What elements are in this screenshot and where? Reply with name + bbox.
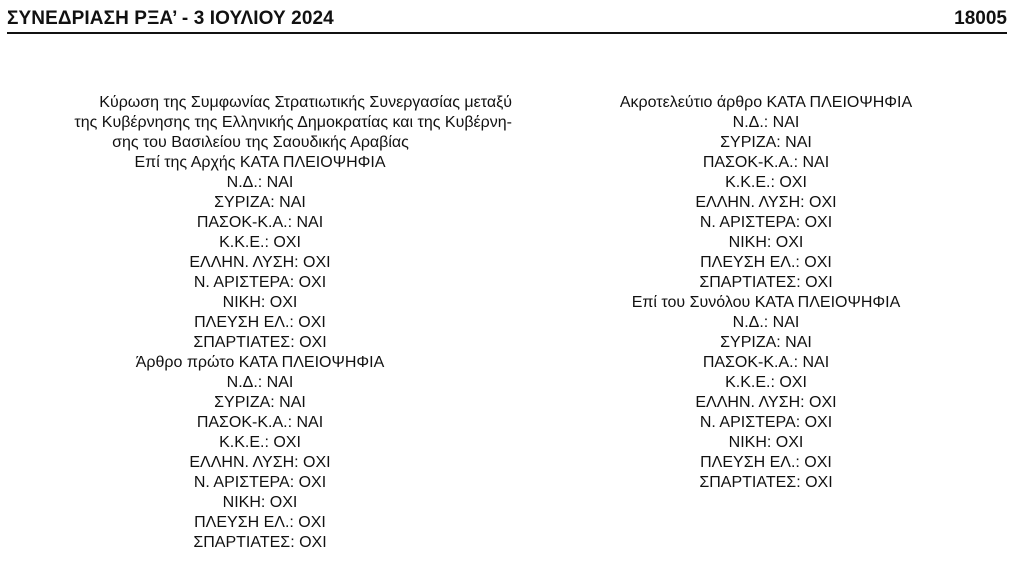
section-heading: Άρθρο πρώτο ΚΑΤΑ ΠΛΕΙΟΨΗΦΙΑ: [135, 354, 385, 371]
vote-line: ΣΠΑΡΤΙΑΤΕΣ: ΟΧΙ: [193, 334, 327, 351]
vote-line: ΣΠΑΡΤΙΑΤΕΣ: ΟΧΙ: [193, 534, 327, 551]
vote-line: ΝΙΚΗ: ΟΧΙ: [728, 434, 804, 451]
page-header: [7, 6, 1007, 34]
vote-line: Ν.Δ.: ΝΑΙ: [226, 174, 294, 191]
vote-line: ΠΛΕΥΣΗ ΕΛ.: ΟΧΙ: [194, 314, 326, 331]
vote-line: ΣΥΡΙΖΑ: ΝΑΙ: [214, 194, 306, 211]
right-column: [506, 93, 1017, 493]
vote-line: ΕΛΛΗΝ. ΛΥΣΗ: ΟΧΙ: [189, 254, 331, 271]
bill-title-line: της Κυβέρνησης της Ελληνικής Δημοκρατίας και της Κυβέρνη-: [74, 114, 512, 131]
vote-line: ΝΙΚΗ: ΟΧΙ: [222, 294, 298, 311]
vote-line: ΕΛΛΗΝ. ΛΥΣΗ: ΟΧΙ: [695, 394, 837, 411]
vote-line: ΠΛΕΥΣΗ ΕΛ.: ΟΧΙ: [700, 454, 832, 471]
session-title: ΣΥΝΕΔΡΙΑΣΗ ΡΞΑ’ - 3 ΙΟΥΛΙΟΥ 2024: [7, 8, 334, 29]
section-heading: Επί της Αρχής ΚΑΤΑ ΠΛΕΙΟΨΗΦΙΑ: [134, 154, 386, 171]
left-column: [0, 93, 520, 553]
vote-line: Ν. ΑΡΙΣΤΕΡΑ: ΟΧΙ: [193, 274, 327, 291]
vote-line: Ν. ΑΡΙΣΤΕΡΑ: ΟΧΙ: [699, 214, 833, 231]
vote-line: ΣΥΡΙΖΑ: ΝΑΙ: [720, 334, 812, 351]
vote-line: ΝΙΚΗ: ΟΧΙ: [222, 494, 298, 511]
vote-line: Ν.Δ.: ΝΑΙ: [226, 374, 294, 391]
vote-line: ΠΑΣΟΚ-Κ.Α.: ΝΑΙ: [702, 154, 830, 171]
vote-line: ΠΑΣΟΚ-Κ.Α.: ΝΑΙ: [196, 414, 324, 431]
page-number: 18005: [954, 8, 1007, 29]
vote-line: ΣΠΑΡΤΙΑΤΕΣ: ΟΧΙ: [699, 274, 833, 291]
section-heading: Επί του Συνόλου ΚΑΤΑ ΠΛΕΙΟΨΗΦΙΑ: [631, 294, 901, 311]
vote-line: ΠΑΣΟΚ-Κ.Α.: ΝΑΙ: [196, 214, 324, 231]
vote-line: Ν.Δ.: ΝΑΙ: [732, 314, 800, 331]
vote-line: Ν.Δ.: ΝΑΙ: [732, 114, 800, 131]
vote-line: Κ.Κ.Ε.: ΟΧΙ: [725, 374, 807, 391]
vote-line: ΠΛΕΥΣΗ ΕΛ.: ΟΧΙ: [194, 514, 326, 531]
vote-line: ΣΥΡΙΖΑ: ΝΑΙ: [720, 134, 812, 151]
vote-line: Κ.Κ.Ε.: ΟΧΙ: [219, 434, 301, 451]
vote-line: ΠΑΣΟΚ-Κ.Α.: ΝΑΙ: [702, 354, 830, 371]
vote-line: Ν. ΑΡΙΣΤΕΡΑ: ΟΧΙ: [699, 414, 833, 431]
bill-title-line: σης του Βασιλείου της Σαουδικής Αραβίας: [112, 134, 409, 151]
vote-line: ΣΠΑΡΤΙΑΤΕΣ: ΟΧΙ: [699, 474, 833, 491]
bill-title-line: Κύρωση της Συμφωνίας Στρατιωτικής Συνεργασίας μεταξύ: [99, 94, 512, 111]
vote-line: ΠΛΕΥΣΗ ΕΛ.: ΟΧΙ: [700, 254, 832, 271]
vote-line: Κ.Κ.Ε.: ΟΧΙ: [725, 174, 807, 191]
vote-line: Ν. ΑΡΙΣΤΕΡΑ: ΟΧΙ: [193, 474, 327, 491]
section-heading: Ακροτελεύτιο άρθρο ΚΑΤΑ ΠΛΕΙΟΨΗΦΙΑ: [619, 94, 913, 111]
vote-line: ΕΛΛΗΝ. ΛΥΣΗ: ΟΧΙ: [695, 194, 837, 211]
vote-line: ΕΛΛΗΝ. ΛΥΣΗ: ΟΧΙ: [189, 454, 331, 471]
vote-line: ΣΥΡΙΖΑ: ΝΑΙ: [214, 394, 306, 411]
vote-line: Κ.Κ.Ε.: ΟΧΙ: [219, 234, 301, 251]
vote-line: ΝΙΚΗ: ΟΧΙ: [728, 234, 804, 251]
